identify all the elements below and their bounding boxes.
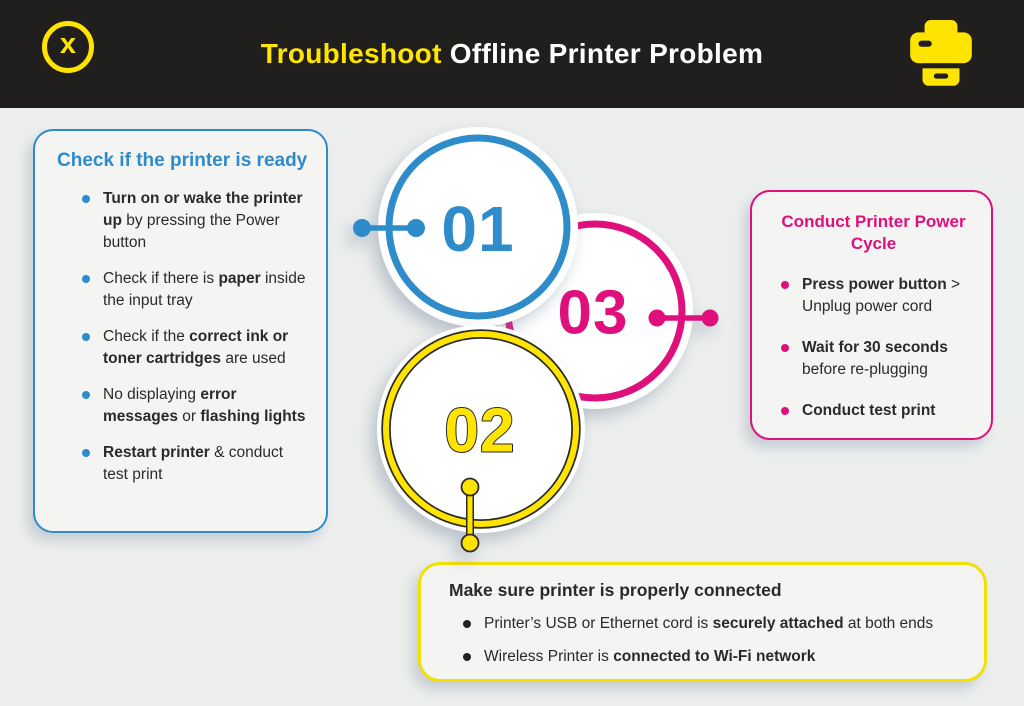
step-01-circle xyxy=(350,117,590,337)
list-item: Turn on or wake the printer up by pressing the Power button xyxy=(103,188,312,254)
list-item: Restart printer & conduct test print xyxy=(103,442,312,486)
bullet-list xyxy=(802,274,977,422)
bullet-list xyxy=(484,613,964,668)
step-03-connector-dot xyxy=(649,310,666,327)
step-01-number: 01 xyxy=(441,193,515,265)
list-item: Wait for 30 seconds before re-plugging xyxy=(802,337,977,381)
printer-icon xyxy=(908,18,974,94)
step-02-connector-dot xyxy=(462,535,479,552)
panel-properly-connected xyxy=(418,562,987,682)
header-bar xyxy=(0,0,1024,108)
logo-glyph: x xyxy=(59,27,77,60)
list-item: Check if there is paper inside the input tray xyxy=(103,268,312,312)
step-03-connector-dot xyxy=(702,310,719,327)
list-item: No displaying error messages or flashing lights xyxy=(103,384,312,428)
step-02-circle xyxy=(370,318,605,558)
panel-check-printer-ready xyxy=(33,129,328,533)
step-03-number: 03 xyxy=(557,278,629,348)
step-01-connector-dot xyxy=(353,219,371,237)
step-02-connector-dot xyxy=(462,479,479,496)
list-item: Conduct test print xyxy=(802,400,977,422)
step-02-number: 02 xyxy=(444,396,516,466)
title-rest: Offline Printer Problem xyxy=(441,38,764,69)
list-item: Check if the correct ink or toner cartridges are used xyxy=(103,326,312,370)
panel-power-cycle xyxy=(750,190,993,440)
panel-title: Conduct Printer Power Cycle xyxy=(781,212,966,253)
list-item: Printer’s USB or Ethernet cord is securely attached at both ends xyxy=(484,613,964,635)
title-highlight: Troubleshoot xyxy=(260,38,442,69)
list-item: Wireless Printer is connected to Wi-Fi network xyxy=(484,646,964,668)
panel-title: Make sure printer is properly connected xyxy=(449,580,782,600)
panel-title: Check if the printer is ready xyxy=(57,150,308,171)
page-title xyxy=(0,38,1024,70)
list-item: Press power button > Unplug power cord xyxy=(802,274,977,318)
step-01-connector-dot xyxy=(407,219,425,237)
bullet-list xyxy=(103,188,312,486)
